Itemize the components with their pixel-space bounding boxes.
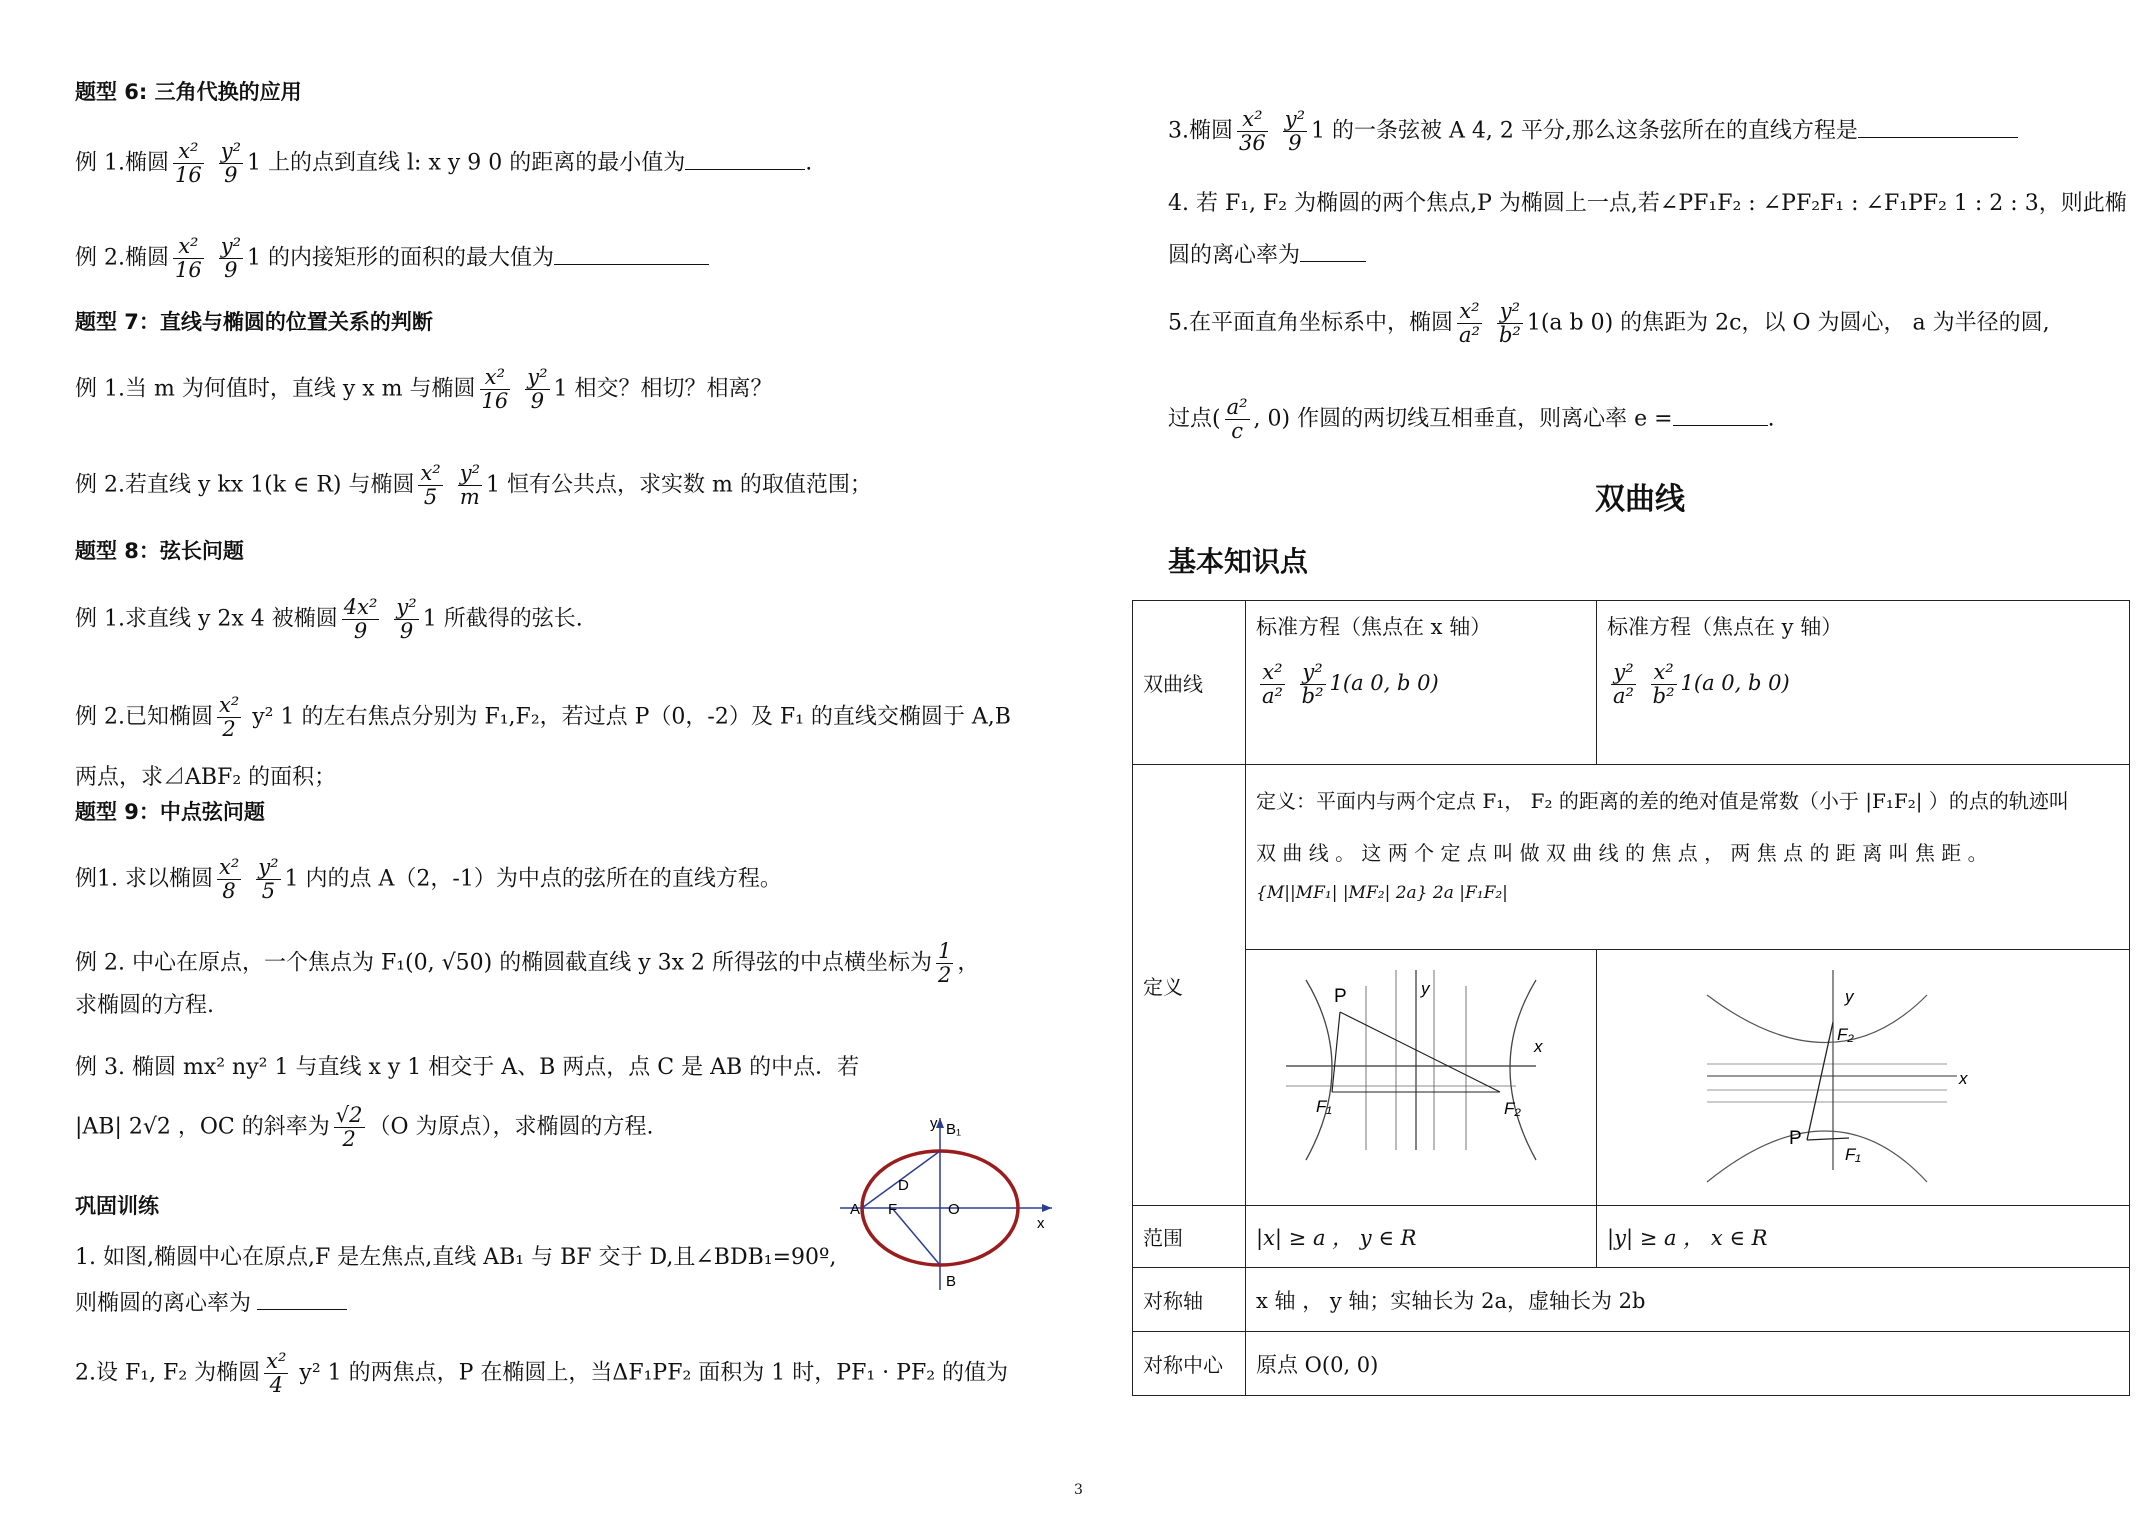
cell-definition-text [1246, 765, 2130, 950]
range-y: |y| ≥ a ， x ∈ R [1597, 1206, 2130, 1268]
fig-label-d: D [898, 1177, 909, 1194]
example-6-1: 例 1.椭圆 $\frac{\text{x²}}{16}$ $\frac{\text{y²}}{9}$ 1 上的点到直线 l: x y 9 0 的距离的最小值为 . [75, 139, 813, 188]
center-text: 原点 O(0, 0) [1246, 1332, 2130, 1396]
example-9-1: 例1. 求以椭圆 $\frac{\text{x²}}{8}$ $\frac{\text{y²}}{5}$ 1 内的点 A（2，-1）为中点的弦所在的直线方程。 [75, 855, 782, 904]
label-range: 范围 [1133, 1206, 1246, 1268]
hyperbola-x-figure [1246, 950, 1586, 1200]
example-9-3: 例 3. 椭圆 mx² ny² 1 与直线 x y 1 相交于 A、B 两点，点 C 是 AB 的中点．若 [75, 1055, 860, 1080]
practice-4-cont: 圆的离心率为 [1168, 240, 1366, 272]
practice-5-cont: 过点( $\frac{\text{a²}}{c}$ , 0) 作圆的两切线互相垂直，则离心率 e = . [1168, 395, 1775, 444]
fig-x-label-p: P [1334, 986, 1347, 1007]
fig-label-x: x [1037, 1215, 1045, 1232]
hyperbola-y-figure [1597, 950, 2117, 1200]
fig-x-label-x: x [1534, 1037, 1543, 1056]
fig-x-label-f1: F₁ [1316, 1097, 1332, 1116]
row-standard-equation [1133, 601, 2130, 765]
fig-label-b1: B₁ [946, 1121, 962, 1138]
fig-x-label-y: y [1421, 979, 1430, 998]
label-definition: 定义 [1133, 765, 1246, 1206]
std-y-title: 标准方程（焦点在 y 轴） [1607, 615, 1843, 639]
row-center [1133, 1332, 2130, 1396]
practice-1: 1. 如图,椭圆中心在原点,F 是左焦点,直线 AB₁ 与 BF 交于 D,且∠BDB₁=90º, [75, 1245, 837, 1270]
fig-label-a: A [850, 1201, 861, 1218]
practice-heading: 巩固训练 [75, 1194, 159, 1218]
section-heading-9: 题型 9：中点弦问题 [75, 800, 265, 824]
fig-label-f: F [888, 1201, 898, 1218]
hyperbola-table [1132, 600, 2130, 1396]
definition-line-1: 定义：平面内与两个定点 F₁， F₂ 的距离的差的绝对值是常数（小于 |F₁F₂| ）的点的轨迹叫 [1256, 789, 2069, 813]
example-8-2: 例 2.已知椭圆 $\frac{\text{x²}}{2}$ y² 1 的左右焦点分别为 F₁,F₂，若过点 P（0，-2）及 F₁ 的直线交椭圆于 A,B [75, 693, 1011, 742]
line-pf2-y [1807, 1022, 1833, 1140]
example-7-2: 例 2.若直线 y kx 1(k ∈ R) 与椭圆 $\frac{\text{x²}}{5}$ $\frac{\text{y²}}{m}$ 1 恒有公共点，求实数 m 的取值范围； [75, 461, 872, 510]
std-y-equation: $\frac{\text{y²}}{\text{a²}}$ $\frac{\text{x²}}{\text{b²}}$ 1(a 0, b 0) [1613, 660, 1790, 709]
practice-4: 4. 若 F₁, F₂ 为椭圆的两个焦点,P 为椭圆上一点,若∠PF₁F₂ : ∠PF₂F₁ : ∠F₁PF₂ 1 : 2 : 3，则此椭 [1168, 191, 2127, 216]
section-heading-7: 题型 7：直线与椭圆的位置关系的判断 [75, 310, 433, 334]
cell-std-y [1597, 601, 2130, 765]
ellipse-figure [830, 1110, 1060, 1295]
left-branch [1306, 980, 1332, 1160]
example-9-3-cont: |AB| 2√2 ，OC 的斜率为 $\frac{√2}{2}$ （O 为原点），求椭圆的方程. [75, 1103, 654, 1152]
row-range [1133, 1206, 2130, 1268]
label-axis: 对称轴 [1133, 1268, 1246, 1332]
hyperbola-title: 双曲线 [1595, 482, 1685, 517]
row-definition [1133, 765, 2130, 950]
axis-text: x 轴 ， y 轴；实轴长为 2a，虚轴长为 2b [1246, 1268, 2130, 1332]
range-x: |x| ≥ a ， y ∈ R [1246, 1206, 1597, 1268]
fig-y-label-f2: F₂ [1837, 1025, 1854, 1044]
basic-knowledge-heading: 基本知识点 [1168, 545, 1309, 578]
example-8-2-cont: 两点，求⊿ABF₂ 的面积； [75, 765, 337, 790]
cell-fig-y [1597, 950, 2130, 1206]
std-x-title: 标准方程（焦点在 x 轴） [1256, 615, 1492, 639]
cell-std-x [1246, 601, 1597, 765]
fig-y-label-x: x [1959, 1069, 1968, 1088]
line-pf2 [1340, 1012, 1500, 1092]
fig-y-label-y: y [1845, 987, 1854, 1006]
std-x-equation: $\frac{\text{x²}}{\text{a²}}$ $\frac{\text{y²}}{\text{b²}}$ 1(a 0, b 0) [1262, 660, 1439, 709]
definition-line-2: 双 曲 线 。 这 两 个 定 点 叫 做 双 曲 线 的 焦 点 ， 两 焦 点 的 距 离 叫 焦 距 。 [1256, 841, 1988, 865]
x-axis-arrow [1042, 1204, 1052, 1212]
example-8-1: 例 1.求直线 y 2x 4 被椭圆 $\frac{\text{4x²}}{9}$ $\frac{\text{y²}}{9}$ 1 所截得的弦长. [75, 595, 583, 644]
example-7-1: 例 1.当 m 为何值时，直线 y x m 与椭圆 $\frac{\text{x²}}{16}$ $\frac{\text{y²}}{9}$ 1 相交？相切？相离？ [75, 365, 773, 414]
fig-label-y: y [930, 1115, 938, 1132]
line-pf1 [1332, 1012, 1340, 1092]
example-9-2: 例 2. 中心在原点，一个焦点为 F₁(0, √50) 的椭圆截直线 y 3x 2 所得弦的中点横坐标为 $\frac{1}{2}$ ， [75, 939, 980, 988]
row-figures [1133, 950, 2130, 1206]
page-number: 3 [1074, 1482, 1083, 1498]
label-center: 对称中心 [1133, 1332, 1246, 1396]
label-hyperbola: 双曲线 [1133, 601, 1246, 765]
fig-y-label-p: P [1789, 1128, 1802, 1149]
fig-x-label-f2: F₂ [1504, 1099, 1521, 1118]
example-9-2-cont: 求椭圆的方程. [75, 993, 214, 1018]
practice-3: 3.椭圆 $\frac{\text{x²}}{36}$ $\frac{\text{y²}}{9}$ 1 的一条弦被 A 4, 2 平分,那么这条弦所在的直线方程是 [1168, 108, 2018, 155]
lower-branch [1707, 1131, 1927, 1182]
cell-fig-x [1246, 950, 1597, 1206]
fig-label-o: O [948, 1201, 960, 1218]
example-6-2: 例 2.椭圆 $\frac{\text{x²}}{16}$ $\frac{\text{y²}}{9}$ 1 的内接矩形的面积的最大值为 [75, 235, 709, 282]
practice-2: 2.设 F₁, F₂ 为椭圆 $\frac{\text{x²}}{4}$ y² 1 的两焦点，P 在椭圆上，当ΔF₁PF₂ 面积为 1 时，PF₁ · PF₂ 的值为 [75, 1349, 1009, 1398]
fig-y-label-f1: F₁ [1845, 1145, 1861, 1164]
fig-label-b: B [946, 1273, 957, 1290]
section-heading-6: 题型 6: 三角代换的应用 [75, 80, 302, 104]
right-branch [1510, 980, 1536, 1160]
practice-5: 5.在平面直角坐标系中，椭圆 $\frac{\text{x²}}{\text{a²}}$ $\frac{\text{y²}}{\text{b²}}$ 1(a b 0) 的焦距为 2c，以 O 为圆心， a 为半径的圆, [1168, 299, 2050, 348]
definition-set: {M||MF₁| |MF₂| 2a} 2a |F₁F₂| [1256, 883, 1508, 903]
section-heading-8: 题型 8：弦长问题 [75, 539, 244, 563]
upper-branch [1707, 995, 1927, 1043]
practice-1-cont: 则椭圆的离心率为 [75, 1288, 347, 1320]
row-axis [1133, 1268, 2130, 1332]
